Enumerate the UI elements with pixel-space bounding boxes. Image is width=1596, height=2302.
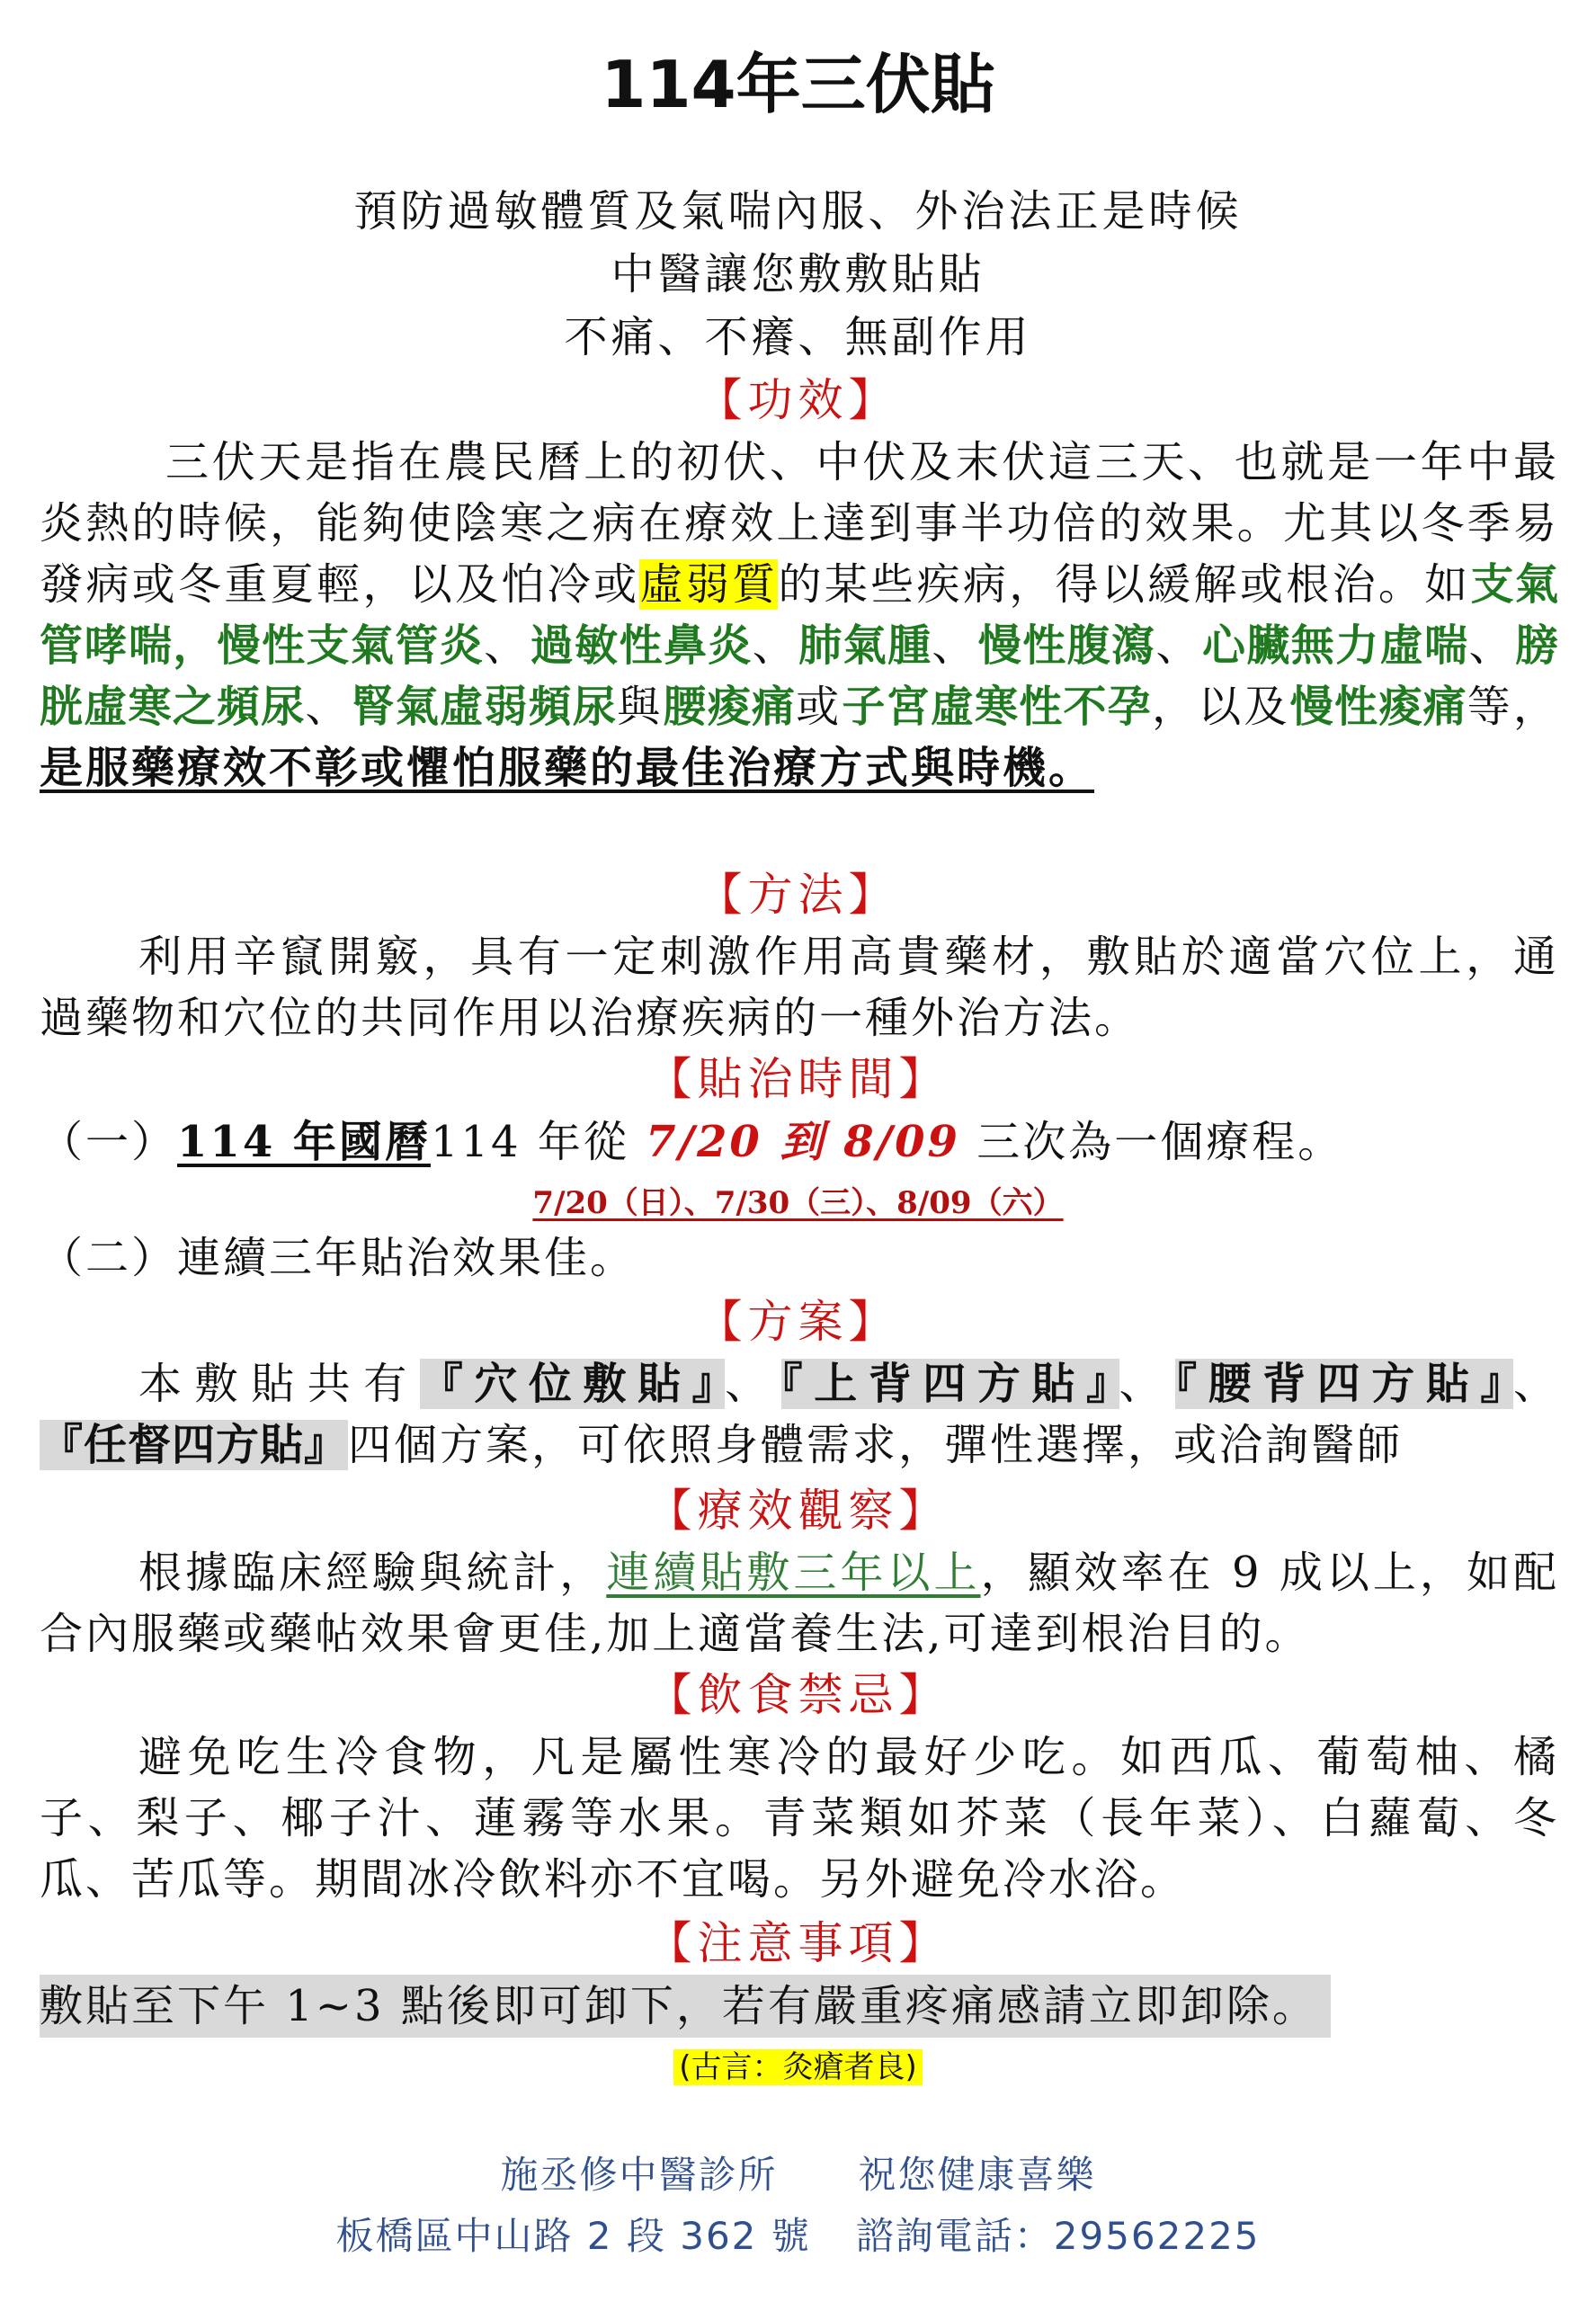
observation-text-2: ，顯效率在 9 成以上，如配合內服藥或藥帖效果會更佳,加上適當養生法,可達到根治目的。	[40, 1548, 1559, 1659]
disease-sep-10: 等，	[1467, 682, 1559, 732]
clinic-phone: 諮詢電話：29562225	[855, 2214, 1261, 2258]
schedule-dates: 7/20（日）、7/30（三）、8/09（六）	[532, 1185, 1064, 1221]
plan-acupoint: 『穴位敷貼』	[419, 1359, 726, 1409]
plans-heading: 【方案】	[697, 1296, 899, 1348]
disease-2: 過敏性鼻炎	[530, 620, 753, 671]
disease-8: 腰痠痛	[663, 682, 797, 732]
plan-upper-back: 『上背四方貼』	[780, 1359, 1119, 1409]
disease-sep-4: 、	[1155, 620, 1202, 671]
footer-line-1	[0, 2146, 1596, 2205]
observation-paragraph	[40, 1542, 1559, 1664]
schedule-item-1-prefix: （一）	[40, 1117, 178, 1167]
observation-heading: 【療效觀察】	[646, 1485, 950, 1537]
disease-7: 腎氣虛弱頻尿	[351, 682, 618, 732]
efficacy-heading: 【功效】	[697, 374, 899, 426]
schedule-item-1-bold: 114 年國曆	[177, 1117, 431, 1167]
efficacy-text-2: 的某些疾病，得以緩解或根治。如	[778, 559, 1471, 610]
plan-ren-du: 『任督四方貼』	[40, 1420, 349, 1470]
efficacy-conclusion: 是服藥療效不彰或懼怕服藥的最佳治療方式與時機。	[40, 743, 1095, 793]
disease-sep-9: ，以及	[1152, 682, 1290, 732]
observation-text-1: 根據臨床經驗與統計，	[138, 1548, 607, 1598]
disease-sep-6: 、	[305, 682, 352, 732]
disease-9: 子宮虛寒性不孕	[842, 682, 1153, 732]
intro-line-3: 不痛、不癢、無副作用	[564, 312, 1032, 362]
method-text: 利用辛竄開竅，具有一定刺激作用高貴藥材，敷貼於適當穴位上，通過藥物和穴位的共同作用以治療疾病的一種外治方法。	[40, 932, 1559, 1043]
efficacy-text-1: 三伏天是指在農民曆上的初伏、中伏及末伏這三天、也就是一年中最炎熱的時候，能夠使陰寒之病在療效上達到事半功倍的效果。尤其以冬季易發病或冬重夏輕，以及怕冷或	[40, 437, 1559, 610]
disease-sep-3: 、	[932, 620, 978, 671]
observation-emphasis: 連續貼敷三年以上	[606, 1548, 981, 1598]
schedule-date-range: 7/20 到 8/09	[646, 1117, 960, 1167]
notes-heading: 【注意事項】	[646, 1917, 950, 1969]
intro-line-1: 預防過敏體質及氣喘內服、外治法正是時候	[353, 186, 1243, 236]
plans-suffix: 四個方案，可依照身體需求，彈性選擇，或洽詢醫師	[348, 1420, 1404, 1470]
proverb	[0, 2043, 1596, 2092]
disease-6: 膀胱虛寒之頻尿	[40, 620, 1559, 732]
disease-10: 慢性痠痛	[1289, 682, 1467, 732]
disease-4: 慢性腹瀉	[977, 620, 1156, 671]
clinic-name: 施丞修中醫診所	[500, 2153, 778, 2197]
efficacy-paragraph	[40, 432, 1559, 799]
disease-sep-7: 與	[617, 682, 664, 732]
schedule-item-2: （二）連續三年貼治效果佳。	[40, 1233, 637, 1283]
disease-3: 肺氣腫	[798, 620, 932, 671]
diet-heading: 【飲食禁忌】	[646, 1669, 950, 1721]
schedule-item-1-suffix: 三次為一個療程。	[959, 1117, 1344, 1167]
proverb-text: (古言：灸瘡者良)	[673, 2049, 923, 2085]
diet-text: 避免吃生冷食物，凡是屬性寒冷的最好少吃。如西瓜、葡萄柚、橘子、梨子、椰子汁、蓮霧等水果。青菜類如芥菜（長年菜）、白蘿蔔、冬瓜、苦瓜等。期間冰冷飲料亦不宜喝。另外避免冷水浴。	[40, 1732, 1559, 1905]
disease-sep-8: 或	[796, 682, 843, 732]
disease-sep-1: 、	[484, 620, 531, 671]
page-title: 114年三伏貼	[601, 47, 995, 122]
plans-paragraph	[40, 1353, 1559, 1476]
plan-lower-back: 『腰背四方貼』	[1175, 1359, 1513, 1409]
plans-prefix: 本敷貼共有	[138, 1359, 420, 1409]
notes-text: 敷貼至下午 1~3 點後即可卸下，若有嚴重疼痛感請立即卸除。	[40, 1975, 1331, 2038]
plans-sep-3: 、	[1512, 1359, 1559, 1409]
efficacy-highlight: 虛弱質	[639, 559, 779, 610]
footer-line-2	[0, 2207, 1596, 2266]
plans-sep-1: 、	[725, 1359, 781, 1409]
schedule-item-1-mid: 114 年從	[430, 1117, 646, 1167]
schedule-item-1	[40, 1111, 1559, 1173]
disease-sep-5: 、	[1468, 620, 1515, 671]
intro-line-2: 中醫讓您敷敷貼貼	[611, 249, 985, 299]
schedule-heading: 【貼治時間】	[646, 1053, 950, 1105]
disease-sep-2: 、	[752, 620, 799, 671]
plans-sep-2: 、	[1119, 1359, 1176, 1409]
disease-5: 心臟無力虛喘	[1201, 620, 1469, 671]
disease-1: 支氣管哮喘，慢性支氣管炎	[40, 559, 1559, 671]
footer-wish: 祝您健康喜樂	[858, 2153, 1096, 2197]
method-heading: 【方法】	[697, 869, 899, 921]
clinic-address: 板橋區中山路 2 段 362 號	[335, 2214, 811, 2258]
